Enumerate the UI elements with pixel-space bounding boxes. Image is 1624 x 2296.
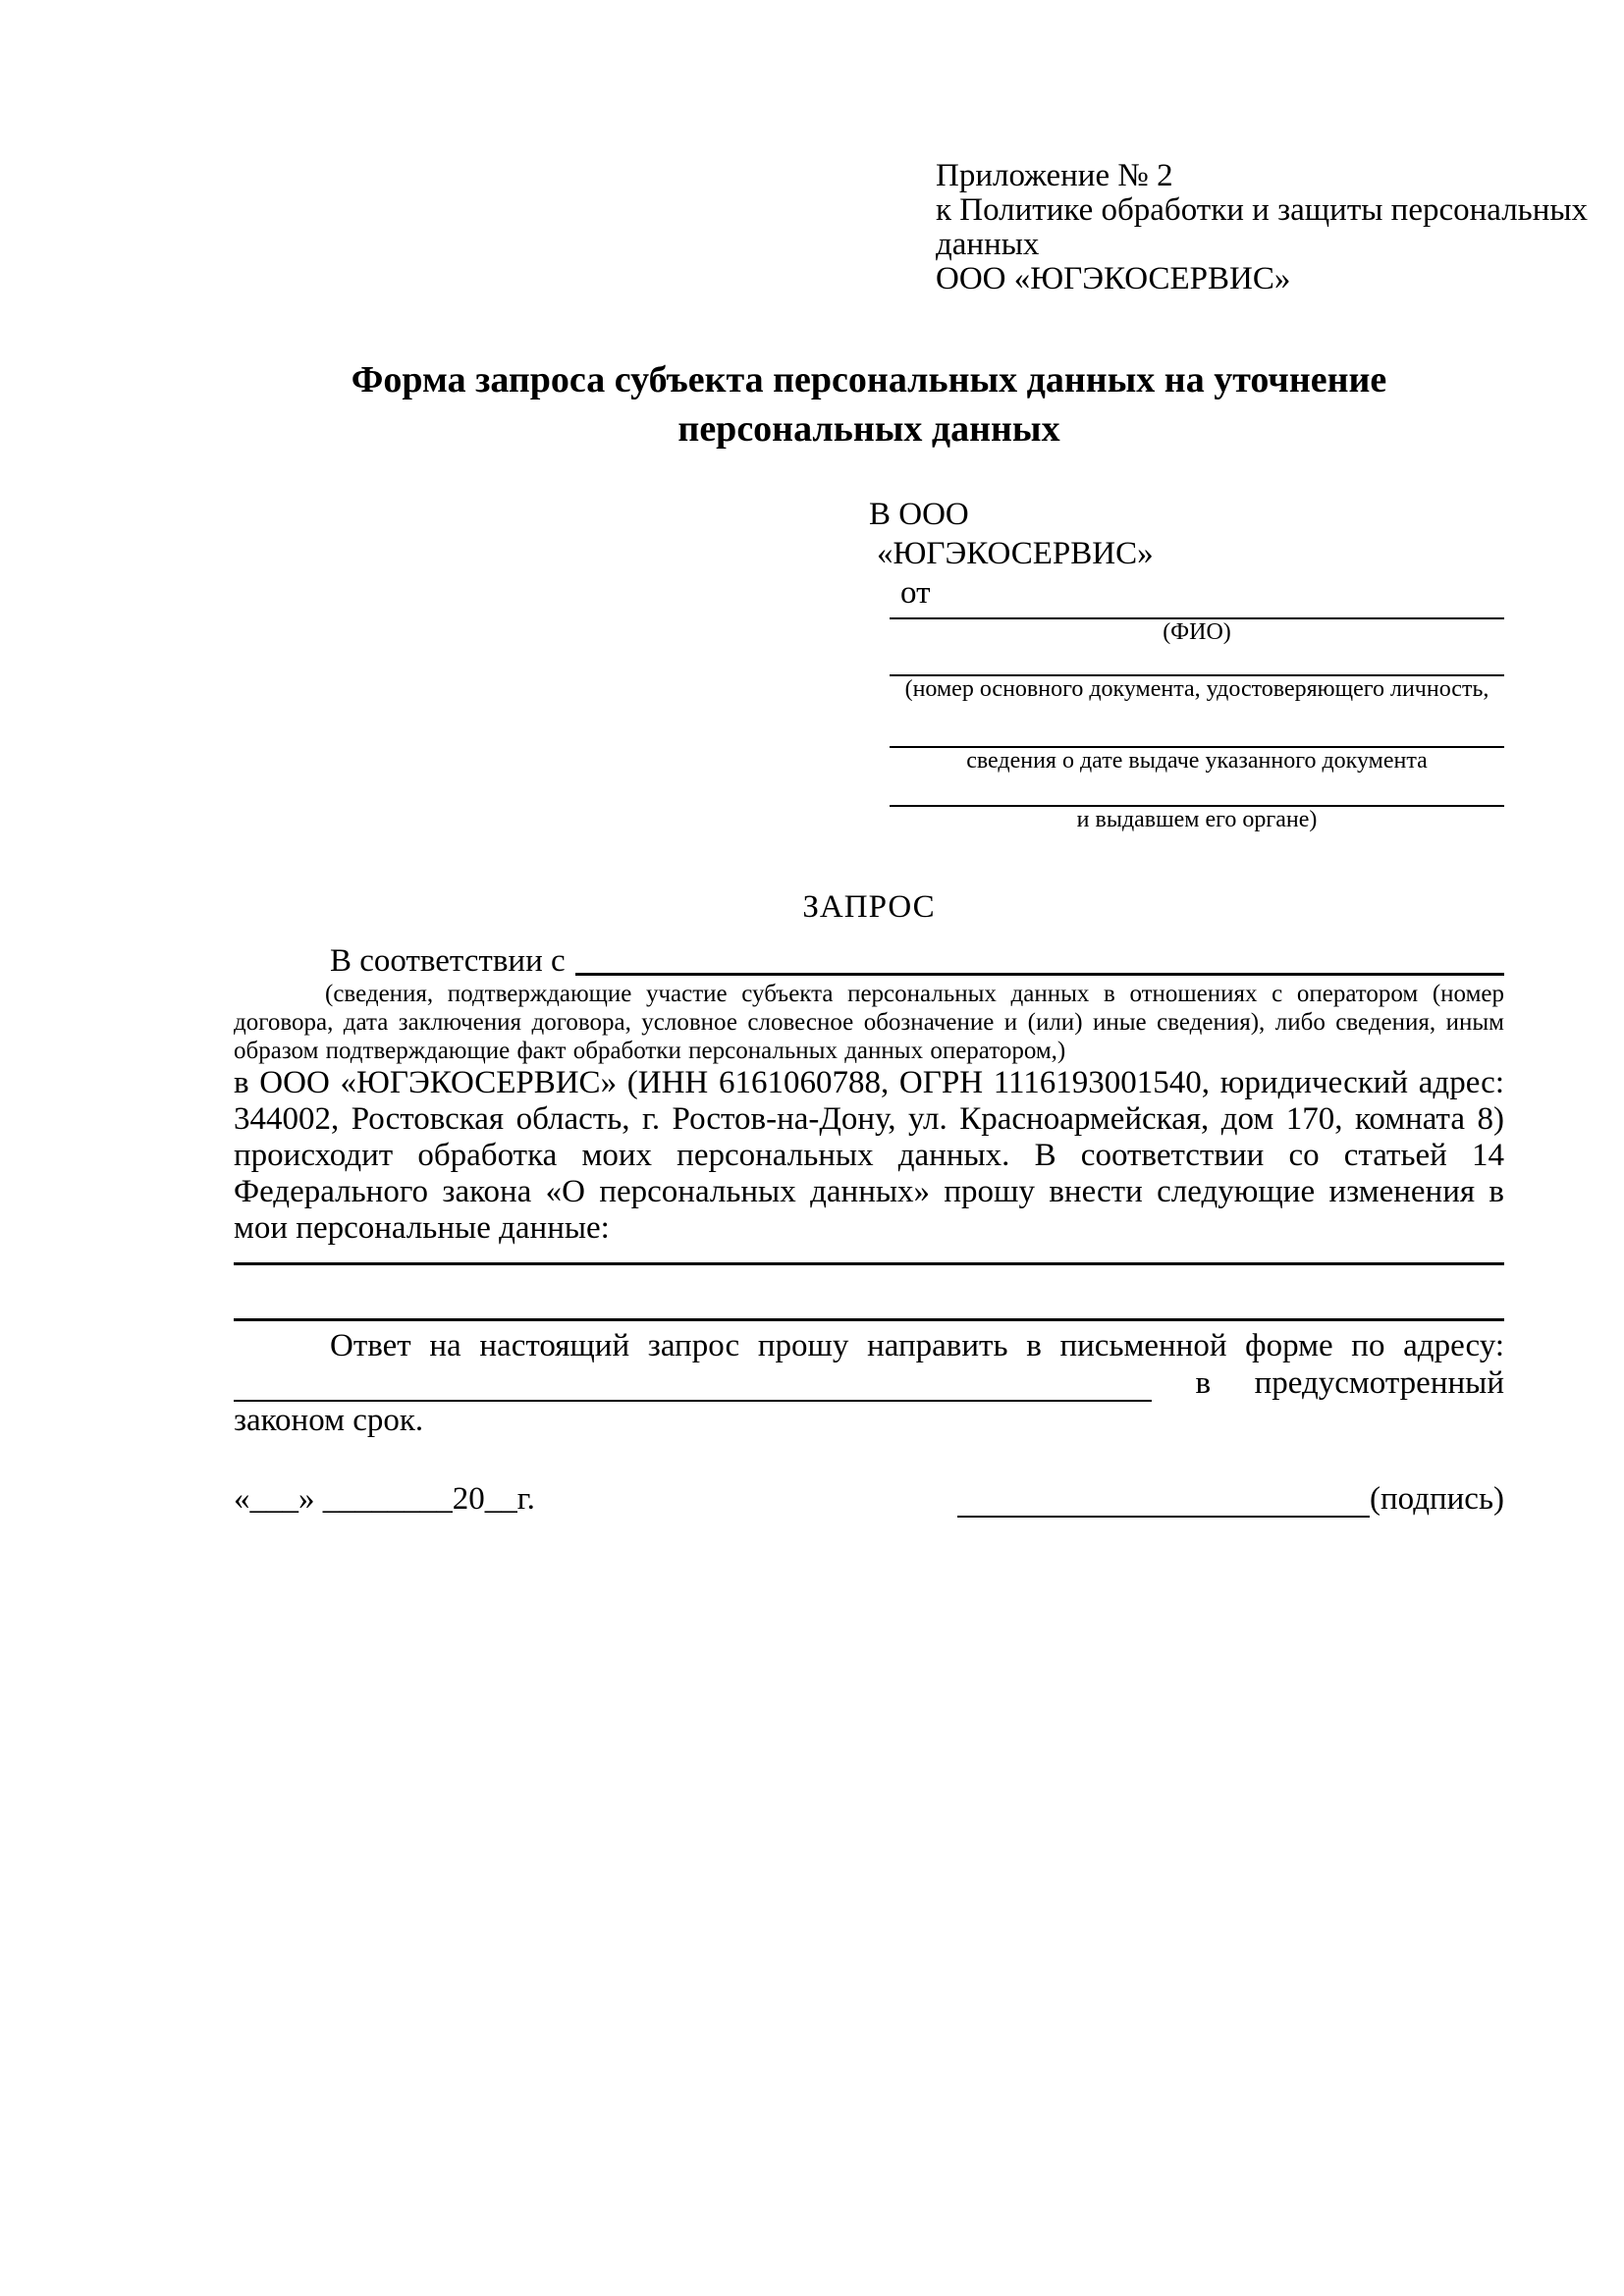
intro-prefix: В соответствии с [330, 943, 566, 979]
signature-caption: (подпись) [1370, 1481, 1504, 1517]
request-heading: ЗАПРОС [802, 889, 936, 925]
appendix-line: данных [936, 227, 1040, 262]
reply-sentence: Ответ на настоящий запрос прошу направить в письменной форме по адресу: [330, 1328, 1504, 1363]
fio-caption: (ФИО) [1163, 619, 1231, 645]
issue-date-caption: сведения о дате выдаче указанного документа [966, 748, 1428, 774]
addressee-from-word: от [900, 575, 931, 611]
document-title-line2: персональных данных [677, 408, 1060, 450]
changes-blank-line-1 [234, 1247, 1504, 1265]
signature-blank-line [957, 1484, 1370, 1518]
document-number-caption: (номер основного документа, удостоверяющего личность, [904, 676, 1489, 702]
intro-blank-line [575, 942, 1504, 976]
changes-blank-line-2 [234, 1265, 1504, 1321]
appendix-block [936, 158, 1589, 296]
document-title-line1: Форма запроса субъекта персональных данных на уточнение [351, 359, 1387, 400]
addressee-to-line2: «ЮГЭКОСЕРВИС» [877, 536, 1154, 571]
address-blank-line [234, 1368, 1152, 1402]
intro-row [234, 942, 1504, 980]
addressee-block [869, 495, 1504, 832]
request-body: в ООО «ЮГЭКОСЕРВИС» (ИНН 6161060788, ОГРН 1116193001540, юридический адрес: 344002, Ростовская область, г. Ростов-на-Дону, ул. Красноармейская, дом 170, комната 8) происходит обработка моих персональных данных. В соответствии со статьей 14 Федерального закона «О персональных данных» прошу внести следующие изменения в мои персональные данные: [234, 1065, 1504, 1246]
appendix-line: к Политике обработки и защиты персональных [936, 192, 1589, 228]
issuing-authority-caption: и выдавшем его органе) [1076, 807, 1318, 832]
reply-word-v: в [1195, 1365, 1212, 1401]
addressee-to-line1: В ООО [869, 497, 969, 532]
signature-group [957, 1480, 1504, 1518]
reply-word-predusmotrennyj: предусмотренный [1254, 1365, 1504, 1401]
reply-address-row [234, 1364, 1504, 1402]
appendix-line: Приложение № 2 [936, 158, 1173, 193]
document-title [234, 355, 1504, 454]
intro-footnote: (сведения, подтверждающие участие субъекта персональных данных в отношениях с оператором (номер договора, дата заключения договора, условное словесное обозначение и (или) иные сведения), либо сведения, иным образом подтверждающие факт обработки персональных данных оператором,) [234, 981, 1504, 1064]
appendix-line: ООО «ЮГЭКОСЕРВИС» [936, 261, 1291, 296]
date-signature-row [234, 1480, 1504, 1518]
reply-last-line: законом срок. [234, 1403, 424, 1438]
date-blank: «___» ________20__г. [234, 1481, 535, 1517]
